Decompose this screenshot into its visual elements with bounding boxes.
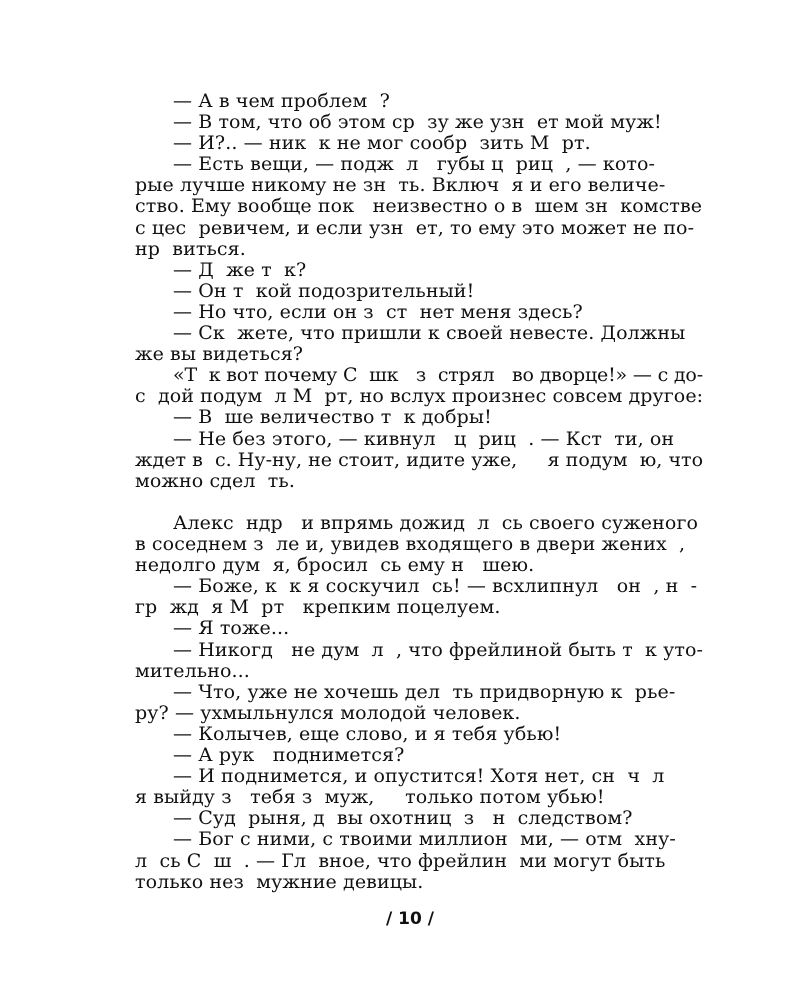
text-line: — А рук поднимется? — [173, 744, 405, 767]
text-line: — Д же т к? — [173, 258, 307, 281]
text-line: — А в чем проблем ? — [173, 90, 390, 112]
text-line: только нез мужние девицы. — [135, 870, 424, 893]
page-number: / 10 / — [386, 909, 434, 929]
text-line: можно сдел ть. — [135, 469, 295, 492]
text-line: — Он т кой подозрительный! — [173, 279, 475, 302]
text-line: рые лучше никому не зн ть. Включ я и его величе- — [135, 174, 666, 197]
text-line: я выйду з тебя з муж, только потом убью! — [135, 786, 605, 809]
text-line: — И?.. — ник к не мог сообр зить М рт. — [173, 132, 591, 155]
text-line: в соседнем з ле и, увидев входящего в двери жених , — [135, 533, 686, 556]
text-section-2 — [135, 513, 703, 893]
text-line: гр жд я М рт крепким поцелуем. — [135, 596, 501, 619]
text-line: ру? — ухмыльнулся молодой человек. — [135, 701, 521, 724]
text-line: — Боже, к к я соскучил сь! — всхлипнул он , н - — [173, 575, 698, 598]
text-line: — Не без этого, — кивнул ц риц . — Кст ти, он — [173, 427, 675, 450]
text-line: — Я тоже... — [173, 617, 290, 640]
text-line: — Есть вещи, — подж л губы ц риц , — кото- — [173, 153, 656, 176]
text-line: с цес ревичем, и если узн ет, то ему это может не по- — [135, 216, 695, 239]
text-line: ство. Ему вообще пок неизвестно о в шем зн комстве — [135, 195, 703, 218]
text-line: «Т к вот почему С шк з стрял во дворце!» — с до- — [173, 364, 703, 387]
text-line: — Никогд не дум л , что фрейлиной быть т к уто- — [173, 638, 703, 661]
text-line: — Колычев, еще слово, и я тебя убью! — [173, 722, 562, 745]
text-line: — И поднимется, и опустится! Хотя нет, сн ч л — [173, 765, 665, 788]
text-line: — Бог с ними, с твоими миллион ми, — отм хну- — [173, 828, 676, 851]
text-line: с дой подум л М рт, но вслух произнес совсем другое: — [135, 385, 704, 408]
text-line: — Но что, если он з ст нет меня здесь? — [173, 300, 583, 323]
text-line: недолго дум я, бросил сь ему н шею. — [135, 554, 535, 577]
text-section-1 — [135, 91, 703, 492]
text-line: мительно... — [135, 659, 250, 682]
text-line: — В том, что об этом ср зу же узн ет мой муж! — [173, 111, 662, 134]
text-line: нр виться. — [135, 237, 246, 260]
text-line: ждет в с. Ну-ну, не стоит, идите уже, я подум ю, что — [135, 448, 704, 471]
text-line: Алекс ндр и впрямь дожид л сь своего суженого — [173, 512, 699, 534]
text-line: л сь С ш . — Гл вное, что фрейлин ми могут быть — [135, 849, 666, 872]
text-line: — Суд рыня, д вы охотниц з н следством? — [173, 807, 633, 830]
text-line: — Ск жете, что пришли к своей невесте. Должны — [173, 322, 686, 345]
text-line: — Что, уже не хочешь дел ть придворную к рье- — [173, 680, 676, 703]
text-line: — В ше величество т к добры! — [173, 406, 492, 429]
text-line: же вы видеться? — [135, 343, 304, 366]
